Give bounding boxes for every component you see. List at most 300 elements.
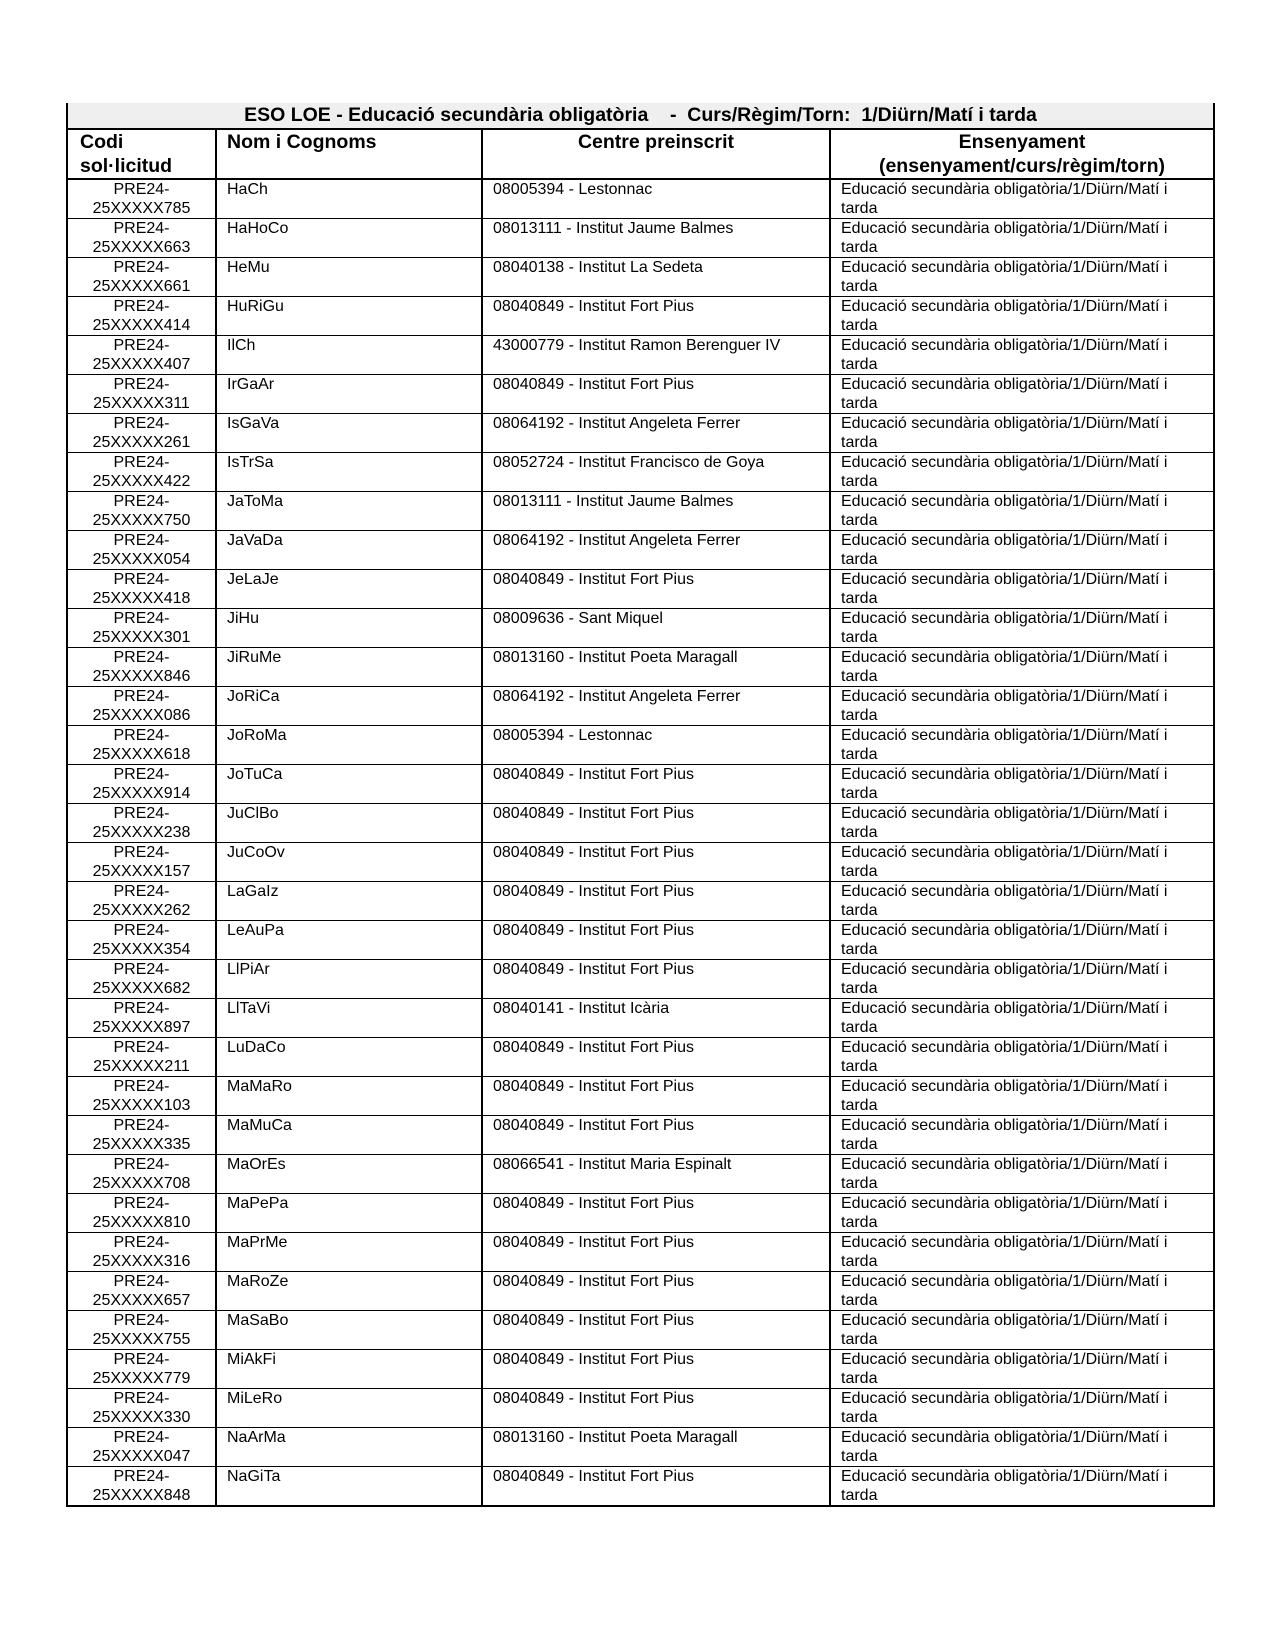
- header-name: Nom i Cognoms: [216, 129, 482, 179]
- ens-line1: Educació secundària obligatòria/1/Diürn/Matí i: [841, 1468, 1168, 1485]
- ens-line1: Educació secundària obligatòria/1/Diürn/Matí i: [841, 337, 1168, 354]
- applications-table: [66, 103, 1215, 1507]
- cell-centre: 08005394 - Lestonnac: [482, 726, 830, 765]
- table-row: [67, 921, 1214, 960]
- cell-code: [67, 375, 216, 414]
- ens-line2: tarda: [841, 1096, 878, 1114]
- ens-line2: tarda: [841, 550, 878, 568]
- ens-line2: tarda: [841, 1018, 878, 1036]
- ens-line2: tarda: [841, 667, 878, 685]
- cell-ensenyament: [830, 1350, 1214, 1389]
- header-ensenyament: [830, 129, 1214, 179]
- code-suffix: 25XXXXX418: [92, 589, 191, 607]
- cell-ensenyament: [830, 453, 1214, 492]
- code-prefix: PRE24-: [113, 805, 170, 822]
- ens-line1: Educació secundària obligatòria/1/Diürn/Matí i: [841, 220, 1168, 237]
- cell-name: JoRiCa: [216, 687, 482, 726]
- code-suffix: 25XXXXX103: [92, 1096, 191, 1114]
- cell-name: HaCh: [216, 179, 482, 219]
- code-suffix: 25XXXXX354: [92, 940, 191, 958]
- table-title: ESO LOE - Educació secundària obligatòria - Curs/Règim/Torn: 1/Diürn/Matí i tarda: [67, 103, 1214, 129]
- ens-line2: tarda: [841, 1057, 878, 1075]
- cell-code: [67, 765, 216, 804]
- ens-line2: tarda: [841, 706, 878, 724]
- cell-code: [67, 648, 216, 687]
- cell-ensenyament: [830, 921, 1214, 960]
- ens-line1: Educació secundària obligatòria/1/Diürn/Matí i: [841, 805, 1168, 822]
- cell-ensenyament: [830, 882, 1214, 921]
- ens-line1: Educació secundària obligatòria/1/Diürn/Matí i: [841, 1117, 1168, 1134]
- cell-ensenyament: [830, 414, 1214, 453]
- ens-line1: Educació secundària obligatòria/1/Diürn/Matí i: [841, 1234, 1168, 1251]
- code-prefix: PRE24-: [113, 532, 170, 549]
- cell-ensenyament: [830, 219, 1214, 258]
- cell-centre: 08013111 - Institut Jaume Balmes: [482, 492, 830, 531]
- cell-ensenyament: [830, 258, 1214, 297]
- code-suffix: 25XXXXX238: [92, 823, 191, 841]
- code-suffix: 25XXXXX779: [92, 1369, 191, 1387]
- table-row: [67, 1350, 1214, 1389]
- cell-code: [67, 1311, 216, 1350]
- code-suffix: 25XXXXX261: [92, 433, 191, 451]
- cell-centre: 08040849 - Institut Fort Pius: [482, 843, 830, 882]
- table-row: [67, 765, 1214, 804]
- cell-ensenyament: [830, 1233, 1214, 1272]
- code-prefix: PRE24-: [113, 259, 170, 276]
- cell-centre: 08066541 - Institut Maria Espinalt: [482, 1155, 830, 1194]
- cell-ensenyament: [830, 570, 1214, 609]
- table-row: [67, 1077, 1214, 1116]
- cell-name: JeLaJe: [216, 570, 482, 609]
- code-suffix: 25XXXXX262: [92, 901, 191, 919]
- table-row: [67, 1428, 1214, 1467]
- cell-centre: 08040849 - Institut Fort Pius: [482, 882, 830, 921]
- code-prefix: PRE24-: [113, 493, 170, 510]
- table-row: [67, 492, 1214, 531]
- table-body: [67, 179, 1214, 1506]
- code-prefix: PRE24-: [113, 1195, 170, 1212]
- code-suffix: 25XXXXX848: [92, 1486, 191, 1504]
- table-row: [67, 453, 1214, 492]
- cell-ensenyament: [830, 687, 1214, 726]
- cell-name: NaArMa: [216, 1428, 482, 1467]
- cell-centre: 08052724 - Institut Francisco de Goya: [482, 453, 830, 492]
- cell-centre: 08040849 - Institut Fort Pius: [482, 1272, 830, 1311]
- cell-ensenyament: [830, 492, 1214, 531]
- cell-centre: 08040849 - Institut Fort Pius: [482, 570, 830, 609]
- ens-line2: tarda: [841, 1135, 878, 1153]
- table-row: [67, 1311, 1214, 1350]
- cell-name: IrGaAr: [216, 375, 482, 414]
- ens-line2: tarda: [841, 199, 878, 217]
- cell-centre: 08040849 - Institut Fort Pius: [482, 921, 830, 960]
- cell-name: IsGaVa: [216, 414, 482, 453]
- ens-line2: tarda: [841, 355, 878, 373]
- code-prefix: PRE24-: [113, 688, 170, 705]
- code-prefix: PRE24-: [113, 961, 170, 978]
- ens-line2: tarda: [841, 589, 878, 607]
- ens-line2: tarda: [841, 1213, 878, 1231]
- cell-centre: 08040849 - Institut Fort Pius: [482, 765, 830, 804]
- column-header-row: [67, 129, 1214, 179]
- cell-name: JuCoOv: [216, 843, 482, 882]
- table-row: [67, 843, 1214, 882]
- cell-code: [67, 414, 216, 453]
- code-suffix: 25XXXXX846: [92, 667, 191, 685]
- cell-code: [67, 999, 216, 1038]
- cell-centre: 08013160 - Institut Poeta Maragall: [482, 1428, 830, 1467]
- code-prefix: PRE24-: [113, 1039, 170, 1056]
- cell-centre: 08040849 - Institut Fort Pius: [482, 297, 830, 336]
- cell-ensenyament: [830, 1428, 1214, 1467]
- cell-name: JoRoMa: [216, 726, 482, 765]
- cell-ensenyament: [830, 1311, 1214, 1350]
- ens-line2: tarda: [841, 823, 878, 841]
- code-prefix: PRE24-: [113, 922, 170, 939]
- code-prefix: PRE24-: [113, 883, 170, 900]
- cell-centre: 08040849 - Institut Fort Pius: [482, 1350, 830, 1389]
- table-row: [67, 570, 1214, 609]
- ens-line1: Educació secundària obligatòria/1/Diürn/Matí i: [841, 727, 1168, 744]
- cell-centre: 08040849 - Institut Fort Pius: [482, 1194, 830, 1233]
- ens-line1: Educació secundària obligatòria/1/Diürn/Matí i: [841, 454, 1168, 471]
- code-suffix: 25XXXXX708: [92, 1174, 191, 1192]
- code-prefix: PRE24-: [113, 1117, 170, 1134]
- cell-ensenyament: [830, 1155, 1214, 1194]
- code-prefix: PRE24-: [113, 844, 170, 861]
- code-suffix: 25XXXXX335: [92, 1135, 191, 1153]
- cell-ensenyament: [830, 960, 1214, 999]
- header-centre: Centre preinscrit: [482, 129, 830, 179]
- ens-line1: Educació secundària obligatòria/1/Diürn/Matí i: [841, 883, 1168, 900]
- ens-line1: Educació secundària obligatòria/1/Diürn/Matí i: [841, 571, 1168, 588]
- ens-line1: Educació secundària obligatòria/1/Diürn/Matí i: [841, 181, 1168, 198]
- cell-ensenyament: [830, 1389, 1214, 1428]
- ens-line1: Educació secundària obligatòria/1/Diürn/Matí i: [841, 415, 1168, 432]
- cell-code: [67, 258, 216, 297]
- header-code-line1: Codi: [80, 131, 124, 153]
- code-prefix: PRE24-: [113, 1312, 170, 1329]
- table-row: [67, 1467, 1214, 1507]
- table-row: [67, 999, 1214, 1038]
- cell-ensenyament: [830, 1272, 1214, 1311]
- cell-centre: 08013160 - Institut Poeta Maragall: [482, 648, 830, 687]
- cell-ensenyament: [830, 1467, 1214, 1507]
- code-suffix: 25XXXXX407: [92, 355, 191, 373]
- cell-ensenyament: [830, 179, 1214, 219]
- code-prefix: PRE24-: [113, 415, 170, 432]
- code-suffix: 25XXXXX618: [92, 745, 191, 763]
- table-row: [67, 336, 1214, 375]
- ens-line1: Educació secundària obligatòria/1/Diürn/Matí i: [841, 1351, 1168, 1368]
- ens-line2: tarda: [841, 472, 878, 490]
- cell-name: JaToMa: [216, 492, 482, 531]
- ens-line1: Educació secundària obligatòria/1/Diürn/Matí i: [841, 259, 1168, 276]
- cell-ensenyament: [830, 804, 1214, 843]
- cell-code: [67, 336, 216, 375]
- cell-code: [67, 882, 216, 921]
- code-prefix: PRE24-: [113, 1390, 170, 1407]
- table-title-row: [67, 103, 1214, 129]
- cell-name: MaPePa: [216, 1194, 482, 1233]
- code-suffix: 25XXXXX897: [92, 1018, 191, 1036]
- ens-line2: tarda: [841, 1252, 878, 1270]
- table-row: [67, 1272, 1214, 1311]
- cell-name: LuDaCo: [216, 1038, 482, 1077]
- code-suffix: 25XXXXX330: [92, 1408, 191, 1426]
- cell-code: [67, 1194, 216, 1233]
- ens-line1: Educació secundària obligatòria/1/Diürn/Matí i: [841, 1078, 1168, 1095]
- ens-line1: Educació secundària obligatòria/1/Diürn/Matí i: [841, 766, 1168, 783]
- cell-code: [67, 726, 216, 765]
- cell-centre: 08040849 - Institut Fort Pius: [482, 960, 830, 999]
- cell-centre: 43000779 - Institut Ramon Berenguer IV: [482, 336, 830, 375]
- ens-line2: tarda: [841, 1447, 878, 1465]
- cell-ensenyament: [830, 531, 1214, 570]
- ens-line1: Educació secundària obligatòria/1/Diürn/Matí i: [841, 1195, 1168, 1212]
- header-ens-line2: (ensenyament/curs/règim/torn): [878, 155, 1166, 177]
- code-suffix: 25XXXXX301: [92, 628, 191, 646]
- code-prefix: PRE24-: [113, 181, 170, 198]
- table-row: [67, 531, 1214, 570]
- code-prefix: PRE24-: [113, 376, 170, 393]
- ens-line2: tarda: [841, 511, 878, 529]
- cell-code: [67, 1467, 216, 1507]
- ens-line1: Educació secundària obligatòria/1/Diürn/Matí i: [841, 1000, 1168, 1017]
- table-row: [67, 1194, 1214, 1233]
- cell-code: [67, 1155, 216, 1194]
- code-suffix: 25XXXXX785: [92, 199, 191, 217]
- preinscription-list: [66, 103, 1213, 1507]
- cell-name: LlPiAr: [216, 960, 482, 999]
- cell-name: MaOrEs: [216, 1155, 482, 1194]
- cell-code: [67, 531, 216, 570]
- table-row: [67, 1389, 1214, 1428]
- cell-ensenyament: [830, 726, 1214, 765]
- ens-line2: tarda: [841, 1408, 878, 1426]
- cell-name: IlCh: [216, 336, 482, 375]
- cell-centre: 08040849 - Institut Fort Pius: [482, 1311, 830, 1350]
- cell-code: [67, 1233, 216, 1272]
- ens-line1: Educació secundària obligatòria/1/Diürn/Matí i: [841, 298, 1168, 315]
- ens-line2: tarda: [841, 901, 878, 919]
- table-row: [67, 609, 1214, 648]
- cell-name: LeAuPa: [216, 921, 482, 960]
- table-row: [67, 726, 1214, 765]
- cell-code: [67, 687, 216, 726]
- ens-line1: Educació secundària obligatòria/1/Diürn/Matí i: [841, 532, 1168, 549]
- code-suffix: 25XXXXX211: [93, 1057, 190, 1075]
- ens-line2: tarda: [841, 277, 878, 295]
- cell-name: NaGiTa: [216, 1467, 482, 1507]
- cell-code: [67, 179, 216, 219]
- cell-centre: 08040849 - Institut Fort Pius: [482, 804, 830, 843]
- cell-code: [67, 1116, 216, 1155]
- ens-line1: Educació secundària obligatòria/1/Diürn/Matí i: [841, 649, 1168, 666]
- code-prefix: PRE24-: [113, 727, 170, 744]
- cell-name: JiHu: [216, 609, 482, 648]
- cell-ensenyament: [830, 375, 1214, 414]
- cell-ensenyament: [830, 765, 1214, 804]
- cell-name: MaMuCa: [216, 1116, 482, 1155]
- cell-code: [67, 492, 216, 531]
- cell-centre: 08064192 - Institut Angeleta Ferrer: [482, 687, 830, 726]
- table-row: [67, 414, 1214, 453]
- code-suffix: 25XXXXX750: [92, 511, 191, 529]
- cell-ensenyament: [830, 1116, 1214, 1155]
- ens-line2: tarda: [841, 238, 878, 256]
- code-prefix: PRE24-: [113, 766, 170, 783]
- code-suffix: 25XXXXX157: [92, 862, 191, 880]
- cell-code: [67, 1350, 216, 1389]
- code-suffix: 25XXXXX316: [92, 1252, 191, 1270]
- ens-line1: Educació secundària obligatòria/1/Diürn/Matí i: [841, 376, 1168, 393]
- table-row: [67, 1233, 1214, 1272]
- cell-code: [67, 570, 216, 609]
- table-row: [67, 687, 1214, 726]
- cell-code: [67, 609, 216, 648]
- ens-line2: tarda: [841, 1486, 878, 1504]
- table-row: [67, 219, 1214, 258]
- cell-name: HeMu: [216, 258, 482, 297]
- cell-name: MaPrMe: [216, 1233, 482, 1272]
- cell-name: IsTrSa: [216, 453, 482, 492]
- cell-ensenyament: [830, 336, 1214, 375]
- ens-line2: tarda: [841, 628, 878, 646]
- cell-name: HaHoCo: [216, 219, 482, 258]
- cell-code: [67, 1389, 216, 1428]
- cell-ensenyament: [830, 648, 1214, 687]
- ens-line1: Educació secundària obligatòria/1/Diürn/Matí i: [841, 1273, 1168, 1290]
- code-prefix: PRE24-: [113, 337, 170, 354]
- cell-code: [67, 804, 216, 843]
- code-suffix: 25XXXXX657: [92, 1291, 191, 1309]
- ens-line1: Educació secundària obligatòria/1/Diürn/Matí i: [841, 1429, 1168, 1446]
- code-suffix: 25XXXXX054: [92, 550, 191, 568]
- code-suffix: 25XXXXX311: [93, 394, 190, 412]
- ens-line2: tarda: [841, 862, 878, 880]
- ens-line2: tarda: [841, 979, 878, 997]
- code-suffix: 25XXXXX755: [92, 1330, 191, 1348]
- code-suffix: 25XXXXX663: [92, 238, 191, 256]
- cell-centre: 08040849 - Institut Fort Pius: [482, 1467, 830, 1507]
- table-row: [67, 648, 1214, 687]
- code-suffix: 25XXXXX914: [92, 784, 191, 802]
- cell-code: [67, 1272, 216, 1311]
- code-prefix: PRE24-: [113, 1273, 170, 1290]
- cell-centre: 08064192 - Institut Angeleta Ferrer: [482, 414, 830, 453]
- cell-code: [67, 453, 216, 492]
- cell-code: [67, 1428, 216, 1467]
- cell-ensenyament: [830, 843, 1214, 882]
- table-row: [67, 297, 1214, 336]
- code-prefix: PRE24-: [113, 1429, 170, 1446]
- ens-line2: tarda: [841, 784, 878, 802]
- cell-centre: 08040849 - Institut Fort Pius: [482, 1389, 830, 1428]
- code-suffix: 25XXXXX086: [92, 706, 191, 724]
- cell-centre: 08040849 - Institut Fort Pius: [482, 1077, 830, 1116]
- cell-name: MaSaBo: [216, 1311, 482, 1350]
- cell-code: [67, 843, 216, 882]
- code-prefix: PRE24-: [113, 649, 170, 666]
- code-prefix: PRE24-: [113, 1078, 170, 1095]
- table-row: [67, 179, 1214, 219]
- code-prefix: PRE24-: [113, 1156, 170, 1173]
- ens-line1: Educació secundària obligatòria/1/Diürn/Matí i: [841, 493, 1168, 510]
- ens-line1: Educació secundària obligatòria/1/Diürn/Matí i: [841, 1156, 1168, 1173]
- cell-name: MiLeRo: [216, 1389, 482, 1428]
- ens-line1: Educació secundària obligatòria/1/Diürn/Matí i: [841, 1390, 1168, 1407]
- cell-centre: 08040849 - Institut Fort Pius: [482, 1116, 830, 1155]
- cell-centre: 08040138 - Institut La Sedeta: [482, 258, 830, 297]
- table-row: [67, 375, 1214, 414]
- ens-line1: Educació secundària obligatòria/1/Diürn/Matí i: [841, 844, 1168, 861]
- cell-name: JaVaDa: [216, 531, 482, 570]
- cell-centre: 08005394 - Lestonnac: [482, 179, 830, 219]
- cell-centre: 08040849 - Institut Fort Pius: [482, 1038, 830, 1077]
- table-row: [67, 1116, 1214, 1155]
- code-prefix: PRE24-: [113, 1234, 170, 1251]
- cell-code: [67, 921, 216, 960]
- ens-line1: Educació secundària obligatòria/1/Diürn/Matí i: [841, 610, 1168, 627]
- ens-line2: tarda: [841, 433, 878, 451]
- code-prefix: PRE24-: [113, 1468, 170, 1485]
- table-row: [67, 258, 1214, 297]
- table-row: [67, 960, 1214, 999]
- cell-ensenyament: [830, 999, 1214, 1038]
- ens-line1: Educació secundària obligatòria/1/Diürn/Matí i: [841, 961, 1168, 978]
- cell-name: LaGaIz: [216, 882, 482, 921]
- cell-code: [67, 960, 216, 999]
- cell-name: JuClBo: [216, 804, 482, 843]
- cell-code: [67, 1038, 216, 1077]
- cell-name: JiRuMe: [216, 648, 482, 687]
- ens-line2: tarda: [841, 1174, 878, 1192]
- cell-centre: 08009636 - Sant Miquel: [482, 609, 830, 648]
- ens-line2: tarda: [841, 394, 878, 412]
- code-suffix: 25XXXXX810: [92, 1213, 191, 1231]
- code-suffix: 25XXXXX414: [92, 316, 191, 334]
- cell-code: [67, 219, 216, 258]
- code-prefix: PRE24-: [113, 571, 170, 588]
- code-suffix: 25XXXXX682: [92, 979, 191, 997]
- ens-line2: tarda: [841, 316, 878, 334]
- code-prefix: PRE24-: [113, 454, 170, 471]
- cell-ensenyament: [830, 1077, 1214, 1116]
- code-prefix: PRE24-: [113, 1000, 170, 1017]
- code-suffix: 25XXXXX661: [92, 277, 191, 295]
- cell-ensenyament: [830, 1194, 1214, 1233]
- cell-code: [67, 1077, 216, 1116]
- code-prefix: PRE24-: [113, 1351, 170, 1368]
- cell-name: JoTuCa: [216, 765, 482, 804]
- ens-line2: tarda: [841, 1369, 878, 1387]
- ens-line1: Educació secundària obligatòria/1/Diürn/Matí i: [841, 1312, 1168, 1329]
- cell-name: LlTaVi: [216, 999, 482, 1038]
- ens-line1: Educació secundària obligatòria/1/Diürn/Matí i: [841, 922, 1168, 939]
- table-row: [67, 1155, 1214, 1194]
- code-suffix: 25XXXXX422: [92, 472, 191, 490]
- ens-line1: Educació secundària obligatòria/1/Diürn/Matí i: [841, 688, 1168, 705]
- ens-line1: Educació secundària obligatòria/1/Diürn/Matí i: [841, 1039, 1168, 1056]
- table-row: [67, 804, 1214, 843]
- code-suffix: 25XXXXX047: [92, 1447, 191, 1465]
- header-code: [67, 129, 216, 179]
- cell-name: MaRoZe: [216, 1272, 482, 1311]
- cell-centre: 08064192 - Institut Angeleta Ferrer: [482, 531, 830, 570]
- table-row: [67, 1038, 1214, 1077]
- code-prefix: PRE24-: [113, 298, 170, 315]
